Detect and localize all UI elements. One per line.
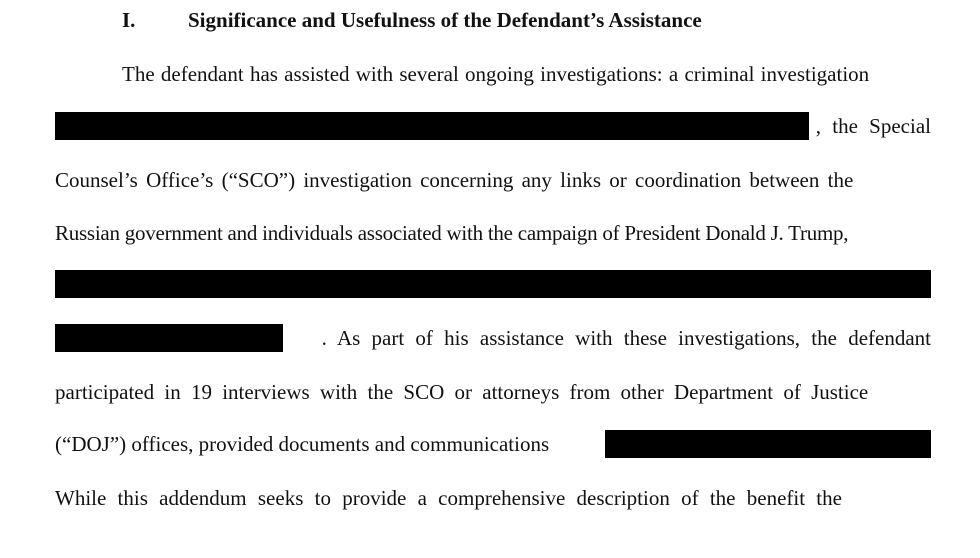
redaction-bar xyxy=(55,270,931,298)
text-line-7: participated in 19 interviews with the SCO or attorneys from other Department of Justice xyxy=(55,380,869,404)
section-heading xyxy=(122,6,702,34)
paragraph-line-1 xyxy=(122,60,931,88)
text-line-4: Russian government and individuals associated with the campaign of President Donald J. Trump, xyxy=(55,221,849,245)
paragraph-line-9 xyxy=(55,484,931,512)
text-line-9: While this addendum seeks to provide a comprehensive description of the benefit the xyxy=(55,486,842,510)
paragraph-line-6 xyxy=(55,324,931,352)
paragraph-line-2 xyxy=(55,112,931,140)
paragraph-line-4 xyxy=(55,219,931,247)
section-number: I. xyxy=(122,8,136,32)
paragraph-line-8 xyxy=(55,430,931,458)
redaction-bar xyxy=(55,324,283,352)
section-title: Significance and Usefulness of the Defendant’s Assistance xyxy=(188,8,702,32)
paragraph-line-7 xyxy=(55,378,931,406)
text-line-1: The defendant has assisted with several ongoing investigations: a criminal investigation xyxy=(122,62,870,86)
redaction-bar xyxy=(605,430,931,458)
text-line-2: , the Special xyxy=(815,114,931,138)
redaction-bar xyxy=(55,112,809,140)
paragraph-line-5 xyxy=(55,270,931,298)
text-line-6: . As part of his assistance with these investigations, the defendant xyxy=(321,326,931,350)
text-line-3: Counsel’s Office’s (“SCO”) investigation concerning any links or coordination between the xyxy=(55,168,854,192)
paragraph-line-3 xyxy=(55,166,931,194)
text-line-8: (“DOJ”) offices, provided documents and communications xyxy=(55,432,550,456)
